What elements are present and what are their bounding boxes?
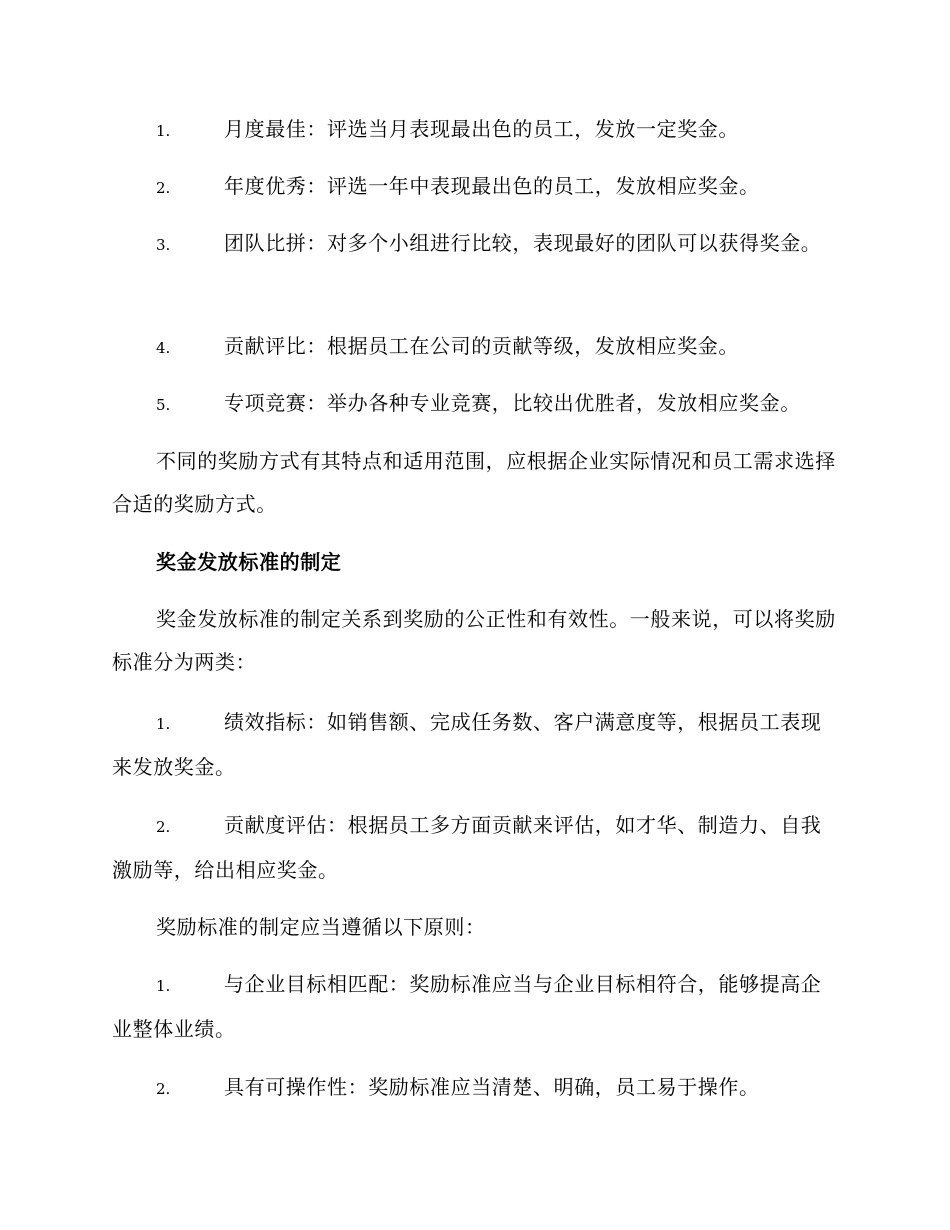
list-item-text: 具有可操作性：奖励标准应当清楚、明确，员工易于操作。 (224, 1075, 760, 1099)
list-number: 2. (156, 179, 171, 197)
list-item (112, 804, 836, 892)
list-number: 1. (156, 715, 171, 733)
list-number: 1. (156, 122, 171, 140)
list-number: 5. (156, 396, 171, 414)
list-item (112, 701, 836, 789)
list-item-text: 贡献度评估：根据员工多方面贡献来评估，如才华、制造力、自我激励等，给出相应奖金。 (112, 813, 822, 882)
list-number: 4. (156, 339, 171, 357)
list-item-text: 绩效指标：如销售额、完成任务数、客户满意度等，根据员工表现来发放奖金。 (112, 710, 822, 779)
paragraph-standard-intro: 奖金发放标准的制定关系到奖励的公正性和有效性。一般来说，可以将奖励标准分为两类： (112, 607, 836, 674)
paragraph-reward-methods: 不同的奖励方式有其特点和适用范围，应根据企业实际情况和员工需求选择合适的奖励方式。 (112, 449, 836, 516)
list-item (112, 165, 836, 210)
list-item-text: 年度优秀：评选一年中表现最出色的员工，发放相应奖金。 (224, 174, 760, 198)
list-item (112, 222, 836, 267)
list-item-text: 贡献评比：根据员工在公司的贡献等级，发放相应奖金。 (224, 334, 739, 358)
list-item (112, 1066, 836, 1111)
list-item-text: 与企业目标相匹配：奖励标准应当与企业目标相符合，能够提高企业整体业绩。 (112, 972, 822, 1041)
list-item (112, 108, 836, 153)
list-item (112, 382, 836, 427)
list-item-text: 团队比拼：对多个小组进行比较，表现最好的团队可以获得奖金。 (224, 231, 822, 255)
list-number: 2. (156, 1080, 171, 1098)
list-number: 3. (156, 236, 171, 254)
list-item (112, 963, 836, 1051)
list-number: 1. (156, 977, 171, 995)
list-item (112, 325, 836, 370)
section-heading: 奖金发放标准的制定 (156, 550, 342, 574)
list-item-text: 月度最佳：评选当月表现最出色的员工，发放一定奖金。 (224, 117, 739, 141)
list-item-text: 专项竞赛：举办各种专业竞赛，比较出优胜者，发放相应奖金。 (224, 391, 801, 415)
list-number: 2. (156, 818, 171, 836)
paragraph-principles-intro: 奖励标准的制定应当遵循以下原则： (156, 915, 486, 939)
